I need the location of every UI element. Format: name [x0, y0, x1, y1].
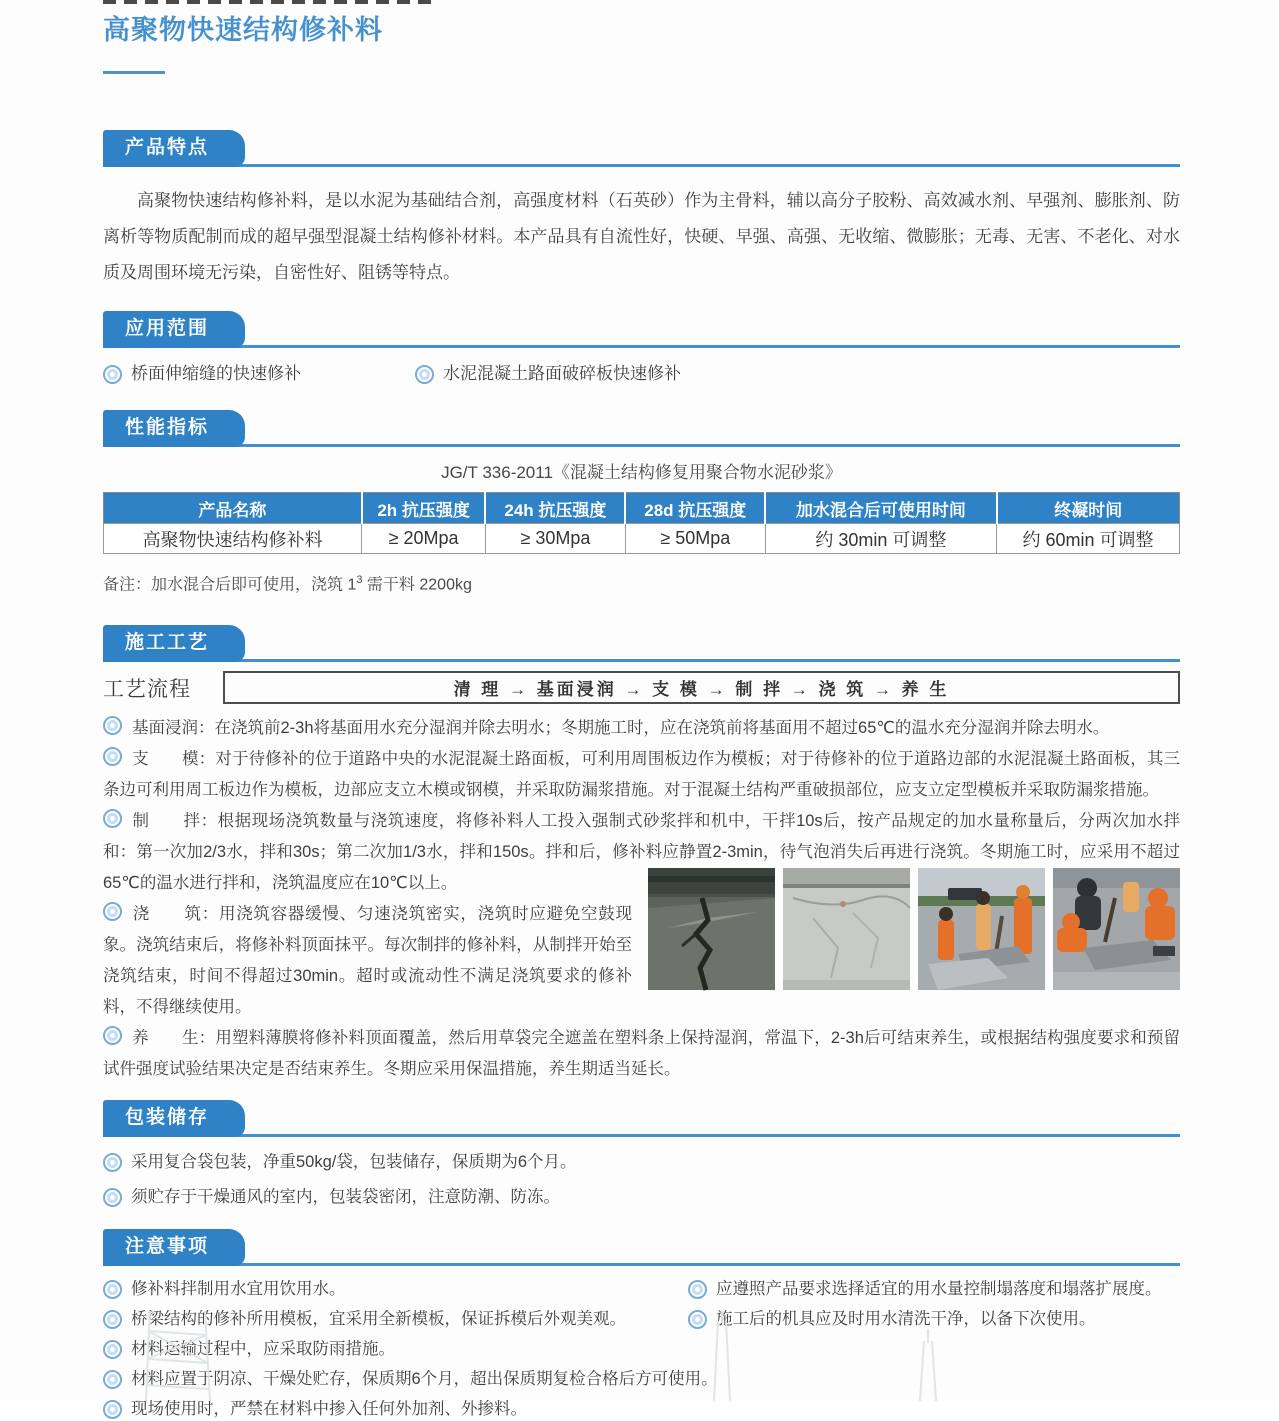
section-tab-performance: 性能指标: [103, 410, 245, 447]
step-formwork: [103, 744, 1180, 806]
col-header-final-set: 终凝时间: [997, 493, 1180, 524]
notice-item-label: 桥梁结构的修补所用模板，宜采用全新模板，保证拆模后外观美观。: [131, 1310, 626, 1329]
ring-bullet-icon: [103, 1340, 122, 1359]
section-head-performance: [103, 407, 1180, 447]
title-underline: [103, 71, 165, 74]
notice-item-label: 现场使用时，严禁在材料中掺入任何外加剂、外掺料。: [131, 1400, 527, 1419]
section-tab-process: 施工工艺: [103, 625, 245, 662]
flow-label: 工艺流程: [103, 677, 191, 701]
cell-final-set-time: 约 60min 可调整: [997, 524, 1180, 554]
notices-list: [103, 1278, 1180, 1421]
notice-item: [103, 1368, 1180, 1391]
site-photo-strip: [648, 868, 1180, 990]
cell-2h-strength: ≥ 20Mpa: [362, 524, 486, 554]
application-item-label: 水泥混凝土路面破碎板快速修补: [443, 364, 681, 383]
cell-usable-time: 约 30min 可调整: [765, 524, 996, 554]
ring-bullet-icon: [103, 1026, 122, 1045]
section-rule: [103, 444, 1180, 447]
photo-worn-concrete-surface: [783, 868, 910, 990]
table-note: [103, 569, 1180, 596]
notice-item-label: 施工后的机具应及时用水清洗干净，以备下次使用。: [716, 1310, 1096, 1329]
ring-bullet-icon: [103, 902, 122, 921]
ring-bullet-icon: [415, 365, 434, 384]
note-text: 需干料 2200kg: [362, 576, 472, 594]
ring-bullet-icon: [103, 1370, 122, 1389]
notice-item: [103, 1308, 688, 1331]
notice-item-label: 修补料拌制用水宜用饮用水。: [131, 1280, 346, 1299]
cell-24h-strength: ≥ 30Mpa: [485, 524, 625, 554]
section-head-features: [103, 127, 1180, 167]
col-header-24h: 24h 抗压强度: [485, 493, 625, 524]
ring-bullet-icon: [103, 365, 122, 384]
step-text: 浇 筑：用浇筑容器缓慢、匀速浇筑密实，浇筑时应避免空鼓现象。浇筑结束后，将修补料顶面抹平。每次制拌的修补料，从制拌开始至浇筑结束，时间不得超过30min。超时或流动性不满足浇筑要求的修补料，不得继续使用。: [103, 905, 632, 1017]
notice-item: [103, 1338, 688, 1361]
step-surface-wetting: [103, 713, 1180, 744]
section-tab-notices: 注意事项: [103, 1229, 245, 1266]
process-steps: [103, 713, 1180, 1085]
packaging-item-label: 采用复合袋包装，净重50kg/袋，包装储存，保质期为6个月。: [131, 1153, 577, 1172]
photo-cracked-pavement: [648, 868, 775, 990]
section-head-process: [103, 622, 1180, 662]
table-header-row: [104, 493, 1180, 524]
section-tab-features: 产品特点: [103, 130, 245, 167]
section-rule: [103, 1134, 1180, 1137]
flow-diagram-box: 清 理 → 基面浸润 → 支 模 → 制 拌 → 浇 筑 → 养 生: [223, 671, 1180, 704]
section-head-packaging: [103, 1097, 1180, 1137]
application-item: [103, 362, 415, 386]
section-rule: [103, 164, 1180, 167]
packaging-item: [103, 1185, 1180, 1209]
packaging-item: [103, 1150, 1180, 1174]
ring-bullet-icon: [103, 1188, 122, 1207]
section-rule: [103, 1263, 1180, 1266]
step-text: 基面浸润：在浇筑前2-3h将基面用水充分湿润并除去明水；冬期施工时，应在浇筑前将基面用不超过65℃的温水充分湿润并除去明水。: [132, 719, 1110, 738]
ring-bullet-icon: [103, 809, 122, 828]
application-item-label: 桥面伸缩缝的快速修补: [131, 364, 301, 383]
note-superscript: 3: [356, 574, 363, 586]
packaging-item-label: 须贮存于干燥通风的室内，包装袋密闭，注意防潮、防冻。: [131, 1188, 560, 1207]
step-curing: [103, 1023, 1180, 1085]
cell-product-name: 高聚物快速结构修补料: [104, 524, 362, 554]
note-text: 备注：加水混合后即可使用，浇筑 1: [103, 576, 357, 594]
notice-item-label: 材料应置于阴凉、干燥处贮存，保质期6个月，超出保质期复检合格后方可使用。: [131, 1370, 718, 1389]
step-text: 制 拌：根据现场浇筑数量与浇筑速度，将修补料人工投入强制式砂浆拌和机中，干拌10s后，按产品规定的加水量称量后，分两次加水拌和：第一次加2/3水，拌和30s；第二次加1/3水，拌和150s。拌和后，修补料应静置2-3min，待气泡消失后再进行浇筑。冬期施工时，应采用不超过65℃的温水进行拌和，浇筑温度应在10℃以上。: [103, 812, 1180, 893]
notice-item-label: 应遵照产品要求选择适宜的用水量控制塌落度和塌落扩展度。: [716, 1280, 1162, 1299]
col-header-28d: 28d 抗压强度: [625, 493, 765, 524]
ring-bullet-icon: [103, 1310, 122, 1329]
ring-bullet-icon: [688, 1280, 707, 1299]
step-pouring: [103, 899, 1180, 1023]
section-rule: [103, 659, 1180, 662]
notice-item: [103, 1398, 1180, 1421]
table-row: [104, 524, 1180, 554]
section-head-notices: [103, 1226, 1180, 1266]
ring-bullet-icon: [688, 1310, 707, 1329]
features-paragraph: 高聚物快速结构修补料，是以水泥为基础结合剂，高强度材料（石英砂）作为主骨料，辅以高分子胶粉、高效减水剂、早强剂、膨胀剂、防离析等物质配制而成的超早强型混凝土结构修补材料。本产品具有自流性好，快硬、早强、高强、无收缩、微膨胀；无毒、无害、不老化、对水质及周围环境无污染，自密性好、阻锈等特点。: [103, 191, 1180, 282]
notice-item: [688, 1308, 1180, 1331]
col-header-usable-time: 加水混合后可使用时间: [765, 493, 996, 524]
ring-bullet-icon: [103, 747, 122, 766]
step-text: 支 模：对于待修补的位于道路中央的水泥混凝土路面板，可利用周围板边作为模板；对于待修补的位于道路边部的水泥混凝土路面板，其三条边可利用周工板边作为模板，边部应支立木模或钢模，并采取防漏浆措施。对于混凝土结构严重破损部位，应支立定型模板并采取防漏浆措施。: [103, 750, 1180, 800]
step-text: 养 生：用塑料薄膜将修补料顶面覆盖，然后用草袋完全遮盖在塑料条上保持湿润，常温下，2-3h后可结束养生，或根据结构强度要求和预留试件强度试验结果决定是否结束养生。冬期应采用保温措施，养生期适当延长。: [103, 1029, 1180, 1079]
section-tab-application: 应用范围: [103, 311, 245, 348]
application-item: [415, 362, 681, 386]
standard-reference: JG/T 336-2011《混凝土结构修复用聚合物水泥砂浆》: [441, 463, 842, 482]
col-header-product: 产品名称: [104, 493, 362, 524]
notice-item-label: 材料运输过程中，应采取防雨措施。: [131, 1340, 395, 1359]
cell-28d-strength: ≥ 50Mpa: [625, 524, 765, 554]
packaging-list: [103, 1150, 1180, 1209]
page-title: 高聚物快速结构修补料: [103, 15, 383, 45]
application-list: [103, 362, 1180, 386]
performance-table: [103, 492, 1180, 554]
section-tab-packaging: 包装储存: [103, 1100, 245, 1137]
section-rule: [103, 345, 1180, 348]
notice-item: [688, 1278, 1180, 1301]
section-head-application: [103, 308, 1180, 348]
ring-bullet-icon: [103, 1153, 122, 1172]
ring-bullet-icon: [103, 1400, 122, 1419]
ring-bullet-icon: [103, 716, 122, 735]
photo-road-repair-crew: [918, 868, 1045, 990]
ring-bullet-icon: [103, 1280, 122, 1299]
photo-pavement-patching-crew: [1053, 868, 1180, 990]
process-flow-row: [103, 671, 1180, 704]
notice-item: [103, 1278, 688, 1301]
col-header-2h: 2h 抗压强度: [362, 493, 486, 524]
